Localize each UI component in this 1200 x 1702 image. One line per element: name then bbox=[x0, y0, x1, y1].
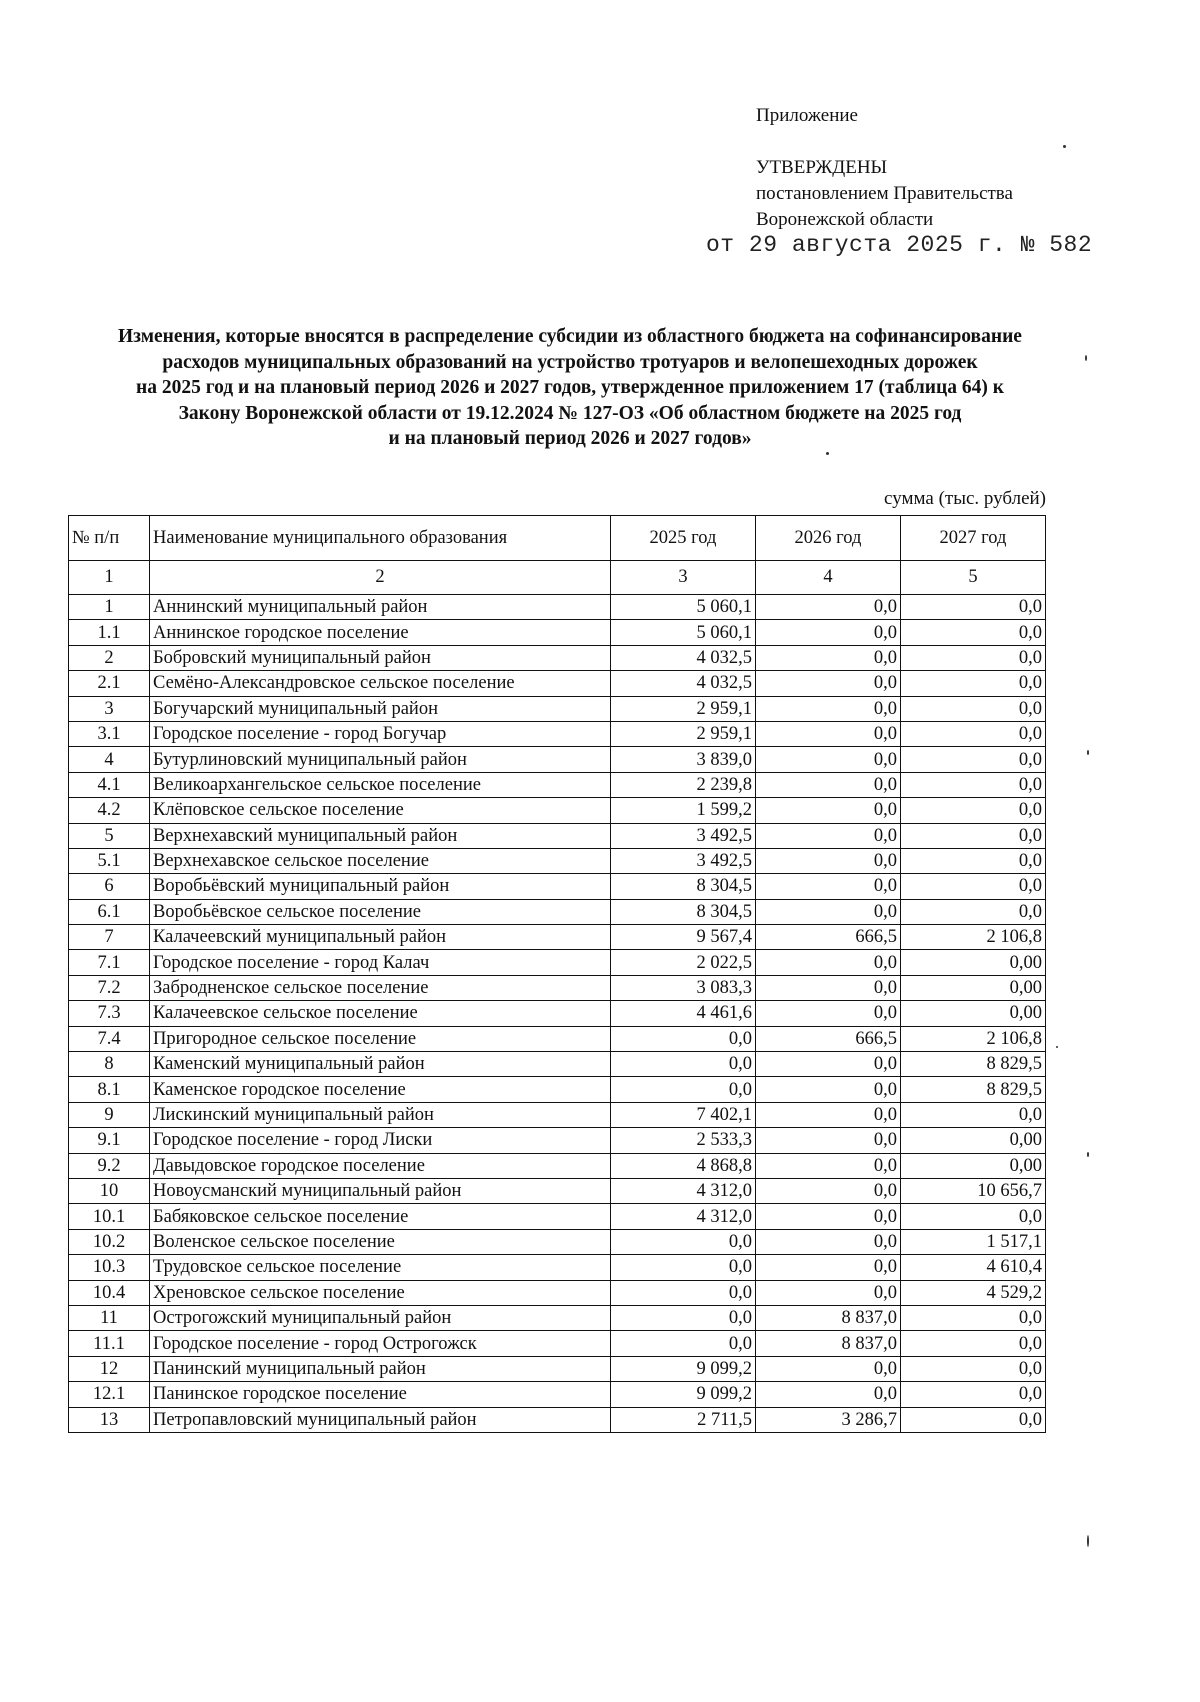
value-2025: 4 032,5 bbox=[611, 671, 756, 696]
value-2027: 4 529,2 bbox=[901, 1280, 1046, 1305]
value-2026: 0,0 bbox=[756, 1102, 901, 1127]
value-2027: 4 610,4 bbox=[901, 1255, 1046, 1280]
value-2026: 0,0 bbox=[756, 620, 901, 645]
colnum: 5 bbox=[901, 561, 1046, 595]
appendix-label: Приложение bbox=[756, 105, 858, 126]
value-2026: 0,0 bbox=[756, 747, 901, 772]
value-2027: 0,0 bbox=[901, 1305, 1046, 1330]
table-row bbox=[69, 1026, 1046, 1051]
row-number: 5.1 bbox=[69, 848, 150, 873]
value-2027: 0,0 bbox=[901, 1331, 1046, 1356]
row-number: 11 bbox=[69, 1305, 150, 1330]
value-2026: 0,0 bbox=[756, 1229, 901, 1254]
column-number-row bbox=[69, 561, 1046, 595]
row-number: 10.1 bbox=[69, 1204, 150, 1229]
value-2025: 4 868,8 bbox=[611, 1153, 756, 1178]
row-name: Калачеевское сельское поселение bbox=[150, 1001, 611, 1026]
table-row bbox=[69, 1331, 1046, 1356]
value-2025: 3 492,5 bbox=[611, 848, 756, 873]
value-2026: 0,0 bbox=[756, 848, 901, 873]
row-number: 8.1 bbox=[69, 1077, 150, 1102]
row-name: Каменский муниципальный район bbox=[150, 1052, 611, 1077]
value-2026: 666,5 bbox=[756, 925, 901, 950]
row-number: 7.1 bbox=[69, 950, 150, 975]
value-2025: 3 083,3 bbox=[611, 975, 756, 1000]
value-2026: 0,0 bbox=[756, 696, 901, 721]
value-2027: 0,0 bbox=[901, 620, 1046, 645]
value-2026: 0,0 bbox=[756, 721, 901, 746]
value-2026: 0,0 bbox=[756, 798, 901, 823]
value-2027: 0,0 bbox=[901, 1407, 1046, 1432]
value-2027: 1 517,1 bbox=[901, 1229, 1046, 1254]
value-2025: 4 032,5 bbox=[611, 645, 756, 670]
value-2026: 0,0 bbox=[756, 1077, 901, 1102]
value-2025: 4 312,0 bbox=[611, 1204, 756, 1229]
row-number: 11.1 bbox=[69, 1331, 150, 1356]
row-name: Верхнехавское сельское поселение bbox=[150, 848, 611, 873]
value-2027: 8 829,5 bbox=[901, 1077, 1046, 1102]
table-row bbox=[69, 1356, 1046, 1381]
table-row bbox=[69, 1178, 1046, 1203]
table-row bbox=[69, 925, 1046, 950]
table-row bbox=[69, 696, 1046, 721]
row-number: 10.3 bbox=[69, 1255, 150, 1280]
value-2027: 0,0 bbox=[901, 721, 1046, 746]
row-name: Клёповское сельское поселение bbox=[150, 798, 611, 823]
row-number: 12 bbox=[69, 1356, 150, 1381]
value-2027: 8 829,5 bbox=[901, 1052, 1046, 1077]
table-row bbox=[69, 798, 1046, 823]
value-2025: 8 304,5 bbox=[611, 899, 756, 924]
row-number: 1.1 bbox=[69, 620, 150, 645]
colnum: 4 bbox=[756, 561, 901, 595]
value-2026: 0,0 bbox=[756, 1001, 901, 1026]
row-number: 5 bbox=[69, 823, 150, 848]
header-2025: 2025 год bbox=[611, 516, 756, 561]
value-2027: 0,0 bbox=[901, 696, 1046, 721]
value-2025: 0,0 bbox=[611, 1255, 756, 1280]
table-row bbox=[69, 975, 1046, 1000]
scan-speck bbox=[1087, 1535, 1089, 1547]
row-number: 9.2 bbox=[69, 1153, 150, 1178]
row-name: Городское поселение - город Богучар bbox=[150, 721, 611, 746]
value-2025: 2 959,1 bbox=[611, 696, 756, 721]
row-name: Воробьёвское сельское поселение bbox=[150, 899, 611, 924]
table-row bbox=[69, 1407, 1046, 1432]
value-2025: 0,0 bbox=[611, 1280, 756, 1305]
row-number: 9 bbox=[69, 1102, 150, 1127]
approval-block bbox=[756, 103, 1013, 233]
value-2025: 4 312,0 bbox=[611, 1178, 756, 1203]
scan-speck bbox=[1087, 750, 1089, 755]
row-name: Богучарский муниципальный район bbox=[150, 696, 611, 721]
row-name: Бабяковское сельское поселение bbox=[150, 1204, 611, 1229]
value-2025: 9 099,2 bbox=[611, 1356, 756, 1381]
value-2026: 0,0 bbox=[756, 823, 901, 848]
row-number: 2 bbox=[69, 645, 150, 670]
row-name: Калачеевский муниципальный район bbox=[150, 925, 611, 950]
row-name: Давыдовское городское поселение bbox=[150, 1153, 611, 1178]
value-2027: 10 656,7 bbox=[901, 1178, 1046, 1203]
table-row bbox=[69, 772, 1046, 797]
value-2026: 0,0 bbox=[756, 645, 901, 670]
colnum: 3 bbox=[611, 561, 756, 595]
row-number: 7.3 bbox=[69, 1001, 150, 1026]
table-row bbox=[69, 1255, 1046, 1280]
row-name: Бутурлиновский муниципальный район bbox=[150, 747, 611, 772]
row-name: Бобровский муниципальный район bbox=[150, 645, 611, 670]
table-row bbox=[69, 823, 1046, 848]
value-2026: 0,0 bbox=[756, 1204, 901, 1229]
value-2027: 0,0 bbox=[901, 1102, 1046, 1127]
subsidy-table bbox=[68, 515, 1046, 1433]
value-2025: 3 492,5 bbox=[611, 823, 756, 848]
table-row bbox=[69, 874, 1046, 899]
table-row bbox=[69, 747, 1046, 772]
table-row bbox=[69, 1128, 1046, 1153]
value-2026: 0,0 bbox=[756, 772, 901, 797]
row-name: Забродненское сельское поселение bbox=[150, 975, 611, 1000]
value-2025: 0,0 bbox=[611, 1052, 756, 1077]
header-name: Наименование муниципального образования bbox=[150, 516, 611, 561]
colnum: 1 bbox=[69, 561, 150, 595]
table-row bbox=[69, 671, 1046, 696]
value-2027: 0,0 bbox=[901, 1382, 1046, 1407]
table-row bbox=[69, 1305, 1046, 1330]
table-row bbox=[69, 1001, 1046, 1026]
value-2025: 9 099,2 bbox=[611, 1382, 756, 1407]
title-line: расходов муниципальных образований на устройство тротуаров и велопешеходных дорожек bbox=[162, 351, 978, 373]
value-2025: 9 567,4 bbox=[611, 925, 756, 950]
table-row bbox=[69, 1280, 1046, 1305]
value-2026: 666,5 bbox=[756, 1026, 901, 1051]
value-2027: 0,0 bbox=[901, 772, 1046, 797]
row-name: Трудовское сельское поселение bbox=[150, 1255, 611, 1280]
table-row bbox=[69, 899, 1046, 924]
value-2027: 0,0 bbox=[901, 874, 1046, 899]
scan-speck bbox=[1063, 145, 1066, 148]
table-row bbox=[69, 645, 1046, 670]
value-2025: 0,0 bbox=[611, 1331, 756, 1356]
title-line: на 2025 год и на плановый период 2026 и 2027 годов, утвержденное приложением 17 (таблица 64) к bbox=[136, 377, 1004, 398]
value-2026: 0,0 bbox=[756, 1356, 901, 1381]
document-title bbox=[60, 324, 1080, 452]
row-name: Острогожский муниципальный район bbox=[150, 1305, 611, 1330]
value-2027: 0,0 bbox=[901, 1204, 1046, 1229]
value-2025: 2 022,5 bbox=[611, 950, 756, 975]
value-2027: 0,0 bbox=[901, 823, 1046, 848]
value-2027: 2 106,8 bbox=[901, 925, 1046, 950]
value-2025: 0,0 bbox=[611, 1026, 756, 1051]
colnum: 2 bbox=[150, 561, 611, 595]
row-name: Аннинское городское поселение bbox=[150, 620, 611, 645]
value-2025: 2 533,3 bbox=[611, 1128, 756, 1153]
row-number: 7.4 bbox=[69, 1026, 150, 1051]
row-name: Каменское городское поселение bbox=[150, 1077, 611, 1102]
row-name: Воробьёвский муниципальный район bbox=[150, 874, 611, 899]
row-name: Городское поселение - город Острогожск bbox=[150, 1331, 611, 1356]
value-2027: 0,0 bbox=[901, 848, 1046, 873]
row-name: Верхнехавский муниципальный район bbox=[150, 823, 611, 848]
value-2025: 8 304,5 bbox=[611, 874, 756, 899]
value-2026: 0,0 bbox=[756, 950, 901, 975]
value-2025: 2 711,5 bbox=[611, 1407, 756, 1432]
table-row bbox=[69, 1102, 1046, 1127]
value-2025: 1 599,2 bbox=[611, 798, 756, 823]
row-number: 10.2 bbox=[69, 1229, 150, 1254]
title-line: Закону Воронежской области от 19.12.2024 № 127-ОЗ «Об областном бюджете на 2025 год bbox=[178, 402, 962, 424]
row-number: 4.1 bbox=[69, 772, 150, 797]
value-2025: 3 839,0 bbox=[611, 747, 756, 772]
value-2026: 0,0 bbox=[756, 1280, 901, 1305]
scan-speck bbox=[1056, 1046, 1058, 1048]
table-row bbox=[69, 1077, 1046, 1102]
row-name: Хреновское сельское поселение bbox=[150, 1280, 611, 1305]
scan-speck bbox=[826, 452, 829, 455]
table-header-row bbox=[69, 516, 1046, 561]
row-name: Аннинский муниципальный район bbox=[150, 595, 611, 620]
value-2027: 0,0 bbox=[901, 671, 1046, 696]
value-2027: 0,0 bbox=[901, 1356, 1046, 1381]
value-2027: 0,00 bbox=[901, 1001, 1046, 1026]
approved-by-line: постановлением Правительства bbox=[756, 183, 1013, 204]
table-row bbox=[69, 1153, 1046, 1178]
value-2025: 0,0 bbox=[611, 1077, 756, 1102]
row-number: 6 bbox=[69, 874, 150, 899]
row-number: 9.1 bbox=[69, 1128, 150, 1153]
row-number: 13 bbox=[69, 1407, 150, 1432]
value-2027: 0,0 bbox=[901, 645, 1046, 670]
value-2026: 0,0 bbox=[756, 1255, 901, 1280]
approved-label: УТВЕРЖДЕНЫ bbox=[756, 157, 888, 178]
row-name: Городское поселение - город Калач bbox=[150, 950, 611, 975]
row-number: 7.2 bbox=[69, 975, 150, 1000]
value-2026: 8 837,0 bbox=[756, 1305, 901, 1330]
value-2026: 0,0 bbox=[756, 1128, 901, 1153]
value-2025: 2 239,8 bbox=[611, 772, 756, 797]
value-2026: 0,0 bbox=[756, 975, 901, 1000]
row-name: Панинский муниципальный район bbox=[150, 1356, 611, 1381]
value-2027: 0,0 bbox=[901, 798, 1046, 823]
row-name: Петропавловский муниципальный район bbox=[150, 1407, 611, 1432]
row-name: Лискинский муниципальный район bbox=[150, 1102, 611, 1127]
row-number: 12.1 bbox=[69, 1382, 150, 1407]
value-2027: 0,00 bbox=[901, 1153, 1046, 1178]
row-number: 3 bbox=[69, 696, 150, 721]
value-2025: 4 461,6 bbox=[611, 1001, 756, 1026]
table-row bbox=[69, 1052, 1046, 1077]
header-2026: 2026 год bbox=[756, 516, 901, 561]
title-line: Изменения, которые вносятся в распределение субсидии из областного бюджета на софинансирование bbox=[118, 326, 1022, 347]
row-name: Новоусманский муниципальный район bbox=[150, 1178, 611, 1203]
header-2027: 2027 год bbox=[901, 516, 1046, 561]
header-num: № п/п bbox=[69, 516, 150, 561]
order-date-number: от 29 августа 2025 г. № 582 bbox=[706, 232, 1093, 258]
value-2027: 0,00 bbox=[901, 950, 1046, 975]
table-row bbox=[69, 1382, 1046, 1407]
table-row bbox=[69, 721, 1046, 746]
scan-speck bbox=[1085, 355, 1087, 361]
value-2026: 0,0 bbox=[756, 1382, 901, 1407]
value-2027: 0,00 bbox=[901, 1128, 1046, 1153]
row-name: Воленское сельское поселение bbox=[150, 1229, 611, 1254]
row-number: 7 bbox=[69, 925, 150, 950]
table-row bbox=[69, 1204, 1046, 1229]
value-2026: 0,0 bbox=[756, 899, 901, 924]
row-number: 4 bbox=[69, 747, 150, 772]
units-label: сумма (тыс. рублей) bbox=[884, 488, 1046, 509]
value-2025: 2 959,1 bbox=[611, 721, 756, 746]
row-number: 6.1 bbox=[69, 899, 150, 924]
scan-speck bbox=[1087, 1152, 1089, 1157]
row-number: 10.4 bbox=[69, 1280, 150, 1305]
table-row bbox=[69, 848, 1046, 873]
row-number: 8 bbox=[69, 1052, 150, 1077]
row-name: Семёно-Александровское сельское поселение bbox=[150, 671, 611, 696]
row-name: Панинское городское поселение bbox=[150, 1382, 611, 1407]
row-number: 1 bbox=[69, 595, 150, 620]
row-name: Великоархангельское сельское поселение bbox=[150, 772, 611, 797]
row-number: 10 bbox=[69, 1178, 150, 1203]
row-number: 4.2 bbox=[69, 798, 150, 823]
row-name: Городское поселение - город Лиски bbox=[150, 1128, 611, 1153]
value-2025: 0,0 bbox=[611, 1305, 756, 1330]
value-2027: 0,0 bbox=[901, 747, 1046, 772]
title-line: и на плановый период 2026 и 2027 годов» bbox=[388, 428, 752, 449]
region-line: Воронежской области bbox=[756, 209, 934, 230]
value-2026: 8 837,0 bbox=[756, 1331, 901, 1356]
value-2027: 0,00 bbox=[901, 975, 1046, 1000]
value-2026: 3 286,7 bbox=[756, 1407, 901, 1432]
row-name: Пригородное сельское поселение bbox=[150, 1026, 611, 1051]
value-2026: 0,0 bbox=[756, 1153, 901, 1178]
value-2025: 7 402,1 bbox=[611, 1102, 756, 1127]
value-2025: 5 060,1 bbox=[611, 620, 756, 645]
table-row bbox=[69, 950, 1046, 975]
value-2026: 0,0 bbox=[756, 1178, 901, 1203]
value-2026: 0,0 bbox=[756, 874, 901, 899]
value-2025: 5 060,1 bbox=[611, 595, 756, 620]
value-2027: 0,0 bbox=[901, 899, 1046, 924]
value-2027: 0,0 bbox=[901, 595, 1046, 620]
table-row bbox=[69, 1229, 1046, 1254]
value-2026: 0,0 bbox=[756, 595, 901, 620]
value-2026: 0,0 bbox=[756, 671, 901, 696]
table-row bbox=[69, 595, 1046, 620]
table-row bbox=[69, 620, 1046, 645]
value-2026: 0,0 bbox=[756, 1052, 901, 1077]
row-number: 2.1 bbox=[69, 671, 150, 696]
row-number: 3.1 bbox=[69, 721, 150, 746]
value-2025: 0,0 bbox=[611, 1229, 756, 1254]
value-2027: 2 106,8 bbox=[901, 1026, 1046, 1051]
